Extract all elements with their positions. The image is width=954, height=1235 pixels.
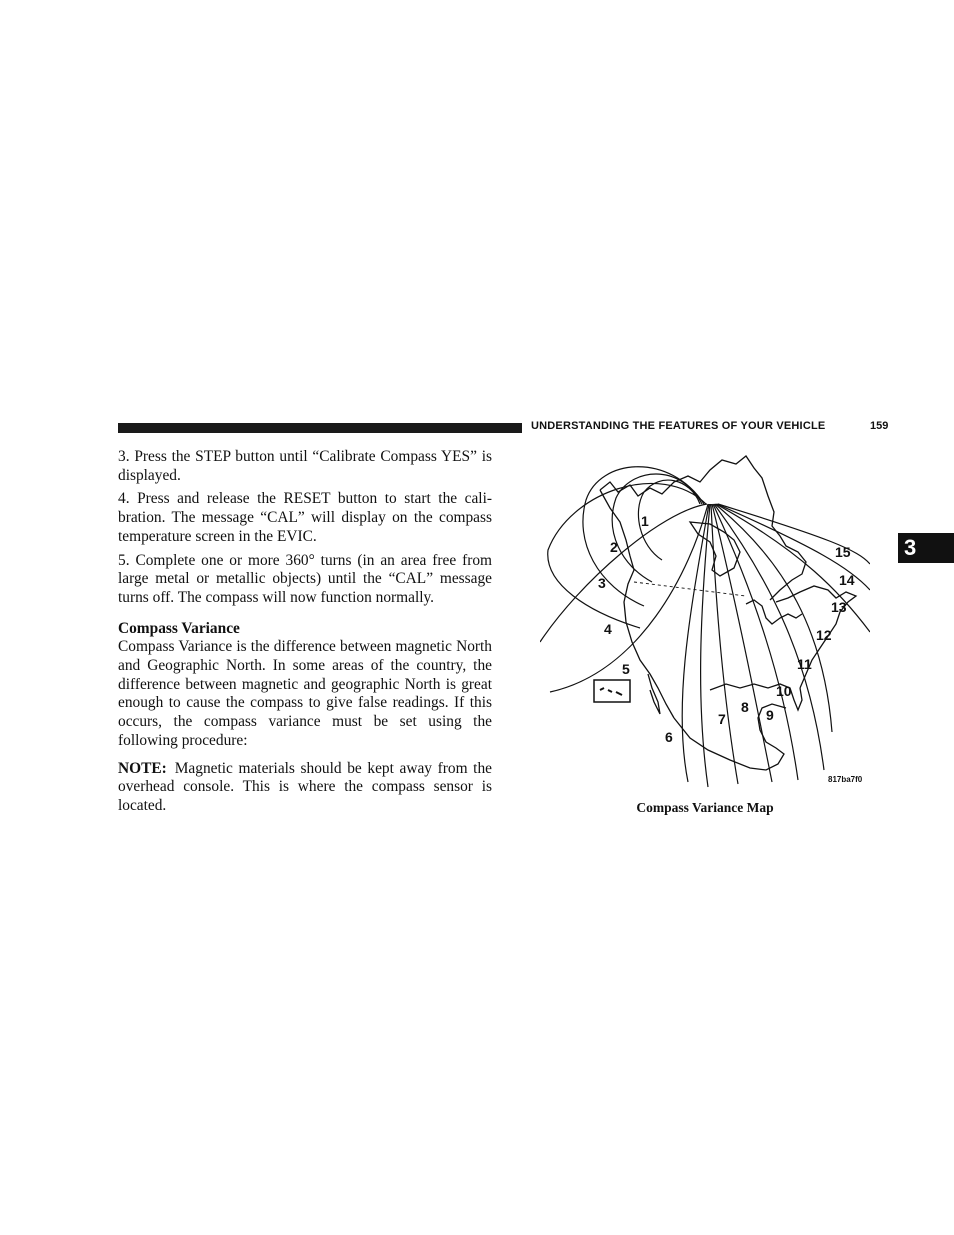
zone-label-2: 2 — [610, 539, 618, 555]
zone-label-15: 15 — [835, 544, 851, 560]
header-rule — [118, 423, 522, 433]
zone-label-1: 1 — [641, 513, 649, 529]
west-coast-outline — [600, 490, 674, 718]
zone-label-9: 9 — [766, 707, 774, 723]
zone-label-10: 10 — [776, 683, 792, 699]
zone-label-12: 12 — [816, 627, 832, 643]
hawaii-islands — [600, 688, 622, 695]
note-label: NOTE: — [118, 759, 167, 777]
note-text: Magnetic materials should be kept away from the overhead console. This is where the compass sensor is located. — [118, 759, 492, 814]
zone-label-3: 3 — [598, 575, 606, 591]
section-body: Compass Variance is the difference between magnetic North and Geographic North. In some areas of the country, the difference between magnetic and geographic North is great enough to cause the compass to give false readings. If this occurs, the compass variance must be set using the following procedure: — [118, 638, 492, 749]
border-line — [634, 582, 746, 596]
zone-label-13: 13 — [831, 599, 847, 615]
compass-variance-map — [540, 452, 870, 792]
image-code: 817ba7f0 — [828, 775, 863, 784]
zone-label-7: 7 — [718, 711, 726, 727]
page-number: 159 — [870, 420, 889, 432]
section-heading: Compass Variance — [118, 619, 240, 637]
step-4: 4. Press and release the RESET button to start the calibration. The message “CAL” will display on the compass temperature screen in the EVIC. — [118, 490, 492, 545]
zone-label-11: 11 — [797, 656, 812, 672]
zone-label-5: 5 — [622, 661, 630, 677]
body-text-column — [118, 448, 492, 821]
note-paragraph — [118, 760, 492, 816]
running-header: UNDERSTANDING THE FEATURES OF YOUR VEHICLE — [531, 420, 826, 432]
step-5: 5. Complete one or more 360° turns (in an area free from large metal or metallic objects) until the “CAL” message turns off. The compass will now function normally. — [118, 551, 492, 606]
zone-label-6: 6 — [665, 729, 673, 745]
figure-caption: Compass Variance Map — [636, 800, 774, 815]
zone-label-14: 14 — [839, 572, 855, 588]
chapter-tab: 3 — [898, 533, 954, 563]
step-3: 3. Press the STEP button until “Calibrate Compass YES” is displayed. — [118, 448, 492, 484]
zone-label-8: 8 — [741, 699, 749, 715]
zone-label-4: 4 — [604, 621, 612, 637]
